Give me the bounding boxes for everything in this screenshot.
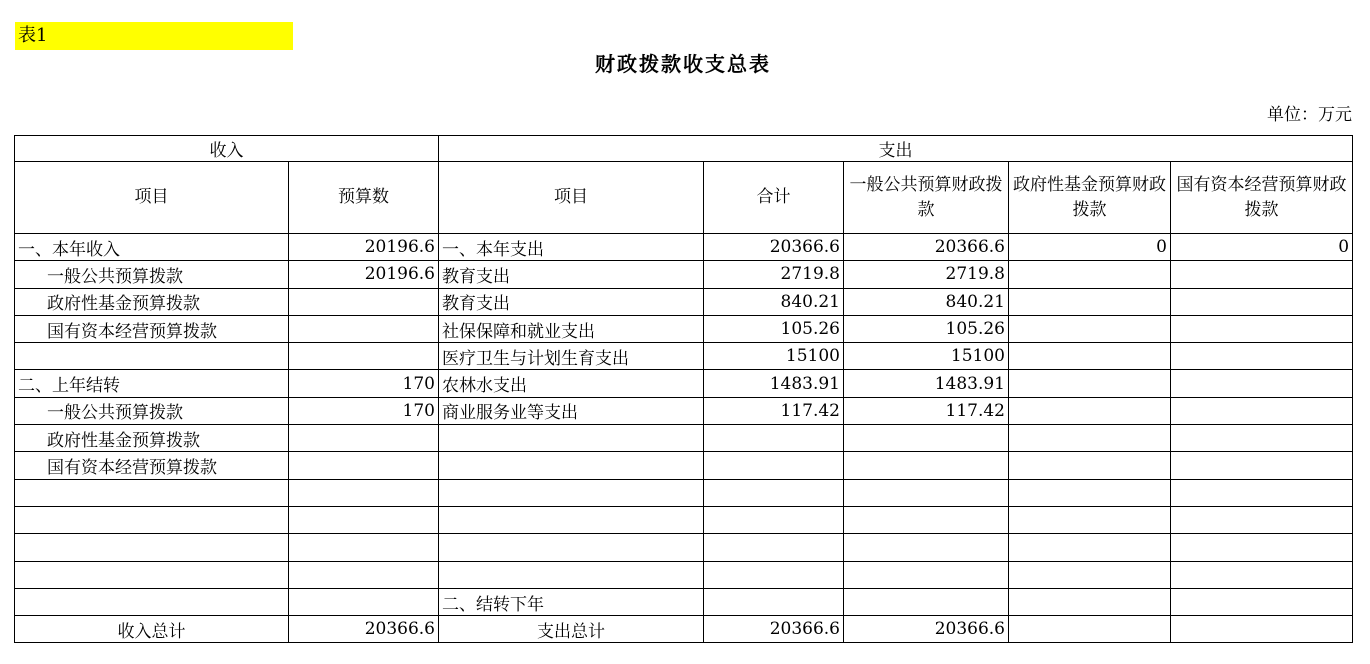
expense-item-cell: 教育支出 — [439, 261, 704, 288]
col-header-expense-item: 项目 — [439, 162, 704, 234]
income-item-cell — [15, 588, 289, 615]
table-row — [15, 561, 1353, 588]
state-capital-cell — [1171, 261, 1353, 288]
general-budget-cell — [844, 506, 1009, 533]
table-row — [15, 315, 1353, 342]
general-budget-cell: 840.21 — [844, 288, 1009, 315]
col-header-budget: 预算数 — [289, 162, 439, 234]
table-row — [15, 506, 1353, 533]
state-capital-cell — [1171, 343, 1353, 370]
income-group-header: 收入 — [15, 136, 439, 162]
general-budget-cell — [844, 479, 1009, 506]
income-item-cell — [15, 479, 289, 506]
total-cell: 15100 — [704, 343, 844, 370]
gov-fund-cell — [1009, 506, 1171, 533]
totals-row — [15, 616, 1353, 643]
total-cell — [704, 425, 844, 452]
income-item-cell — [15, 343, 289, 370]
state-capital-cell — [1171, 370, 1353, 397]
state-capital-cell — [1171, 479, 1353, 506]
table-row — [15, 588, 1353, 615]
expense-item-cell — [439, 425, 704, 452]
expense-item-cell: 二、结转下年 — [439, 588, 704, 615]
gov-fund-cell — [1009, 452, 1171, 479]
budget-cell — [289, 452, 439, 479]
col-header-gov-fund: 政府性基金预算财政拨款 — [1009, 162, 1171, 234]
general-budget-cell — [844, 534, 1009, 561]
total-cell: 840.21 — [704, 288, 844, 315]
table-row — [15, 425, 1353, 452]
total-cell — [704, 534, 844, 561]
state-capital-cell — [1171, 534, 1353, 561]
budget-cell — [289, 561, 439, 588]
column-header-row — [15, 162, 1353, 234]
sheet-label: 表1 — [15, 22, 293, 50]
unit-note: 单位：万元 — [1267, 105, 1352, 125]
budget-cell — [289, 343, 439, 370]
total-cell: 105.26 — [704, 315, 844, 342]
gov-fund-cell — [1009, 588, 1171, 615]
budget-cell — [289, 288, 439, 315]
group-header-row — [15, 136, 1353, 162]
expense-item-cell: 商业服务业等支出 — [439, 397, 704, 424]
table-row — [15, 370, 1353, 397]
general-budget-cell: 20366.6 — [844, 234, 1009, 261]
general-budget-cell: 20366.6 — [844, 616, 1009, 643]
income-item-cell — [15, 561, 289, 588]
state-capital-cell — [1171, 397, 1353, 424]
expense-group-header: 支出 — [439, 136, 1353, 162]
budget-cell — [289, 315, 439, 342]
table-row — [15, 397, 1353, 424]
state-capital-cell — [1171, 425, 1353, 452]
expense-item-cell: 医疗卫生与计划生育支出 — [439, 343, 704, 370]
gov-fund-cell: 0 — [1009, 234, 1171, 261]
total-cell — [704, 479, 844, 506]
general-budget-cell — [844, 561, 1009, 588]
state-capital-cell — [1171, 452, 1353, 479]
table-row — [15, 452, 1353, 479]
gov-fund-cell — [1009, 261, 1171, 288]
gov-fund-cell — [1009, 397, 1171, 424]
budget-cell — [289, 588, 439, 615]
general-budget-cell: 117.42 — [844, 397, 1009, 424]
total-cell: 117.42 — [704, 397, 844, 424]
budget-cell — [289, 534, 439, 561]
expense-item-cell: 一、本年支出 — [439, 234, 704, 261]
budget-cell: 170 — [289, 397, 439, 424]
income-item-cell: 政府性基金预算拨款 — [15, 425, 289, 452]
gov-fund-cell — [1009, 370, 1171, 397]
expense-item-cell: 教育支出 — [439, 288, 704, 315]
income-item-cell: 一般公共预算拨款 — [15, 261, 289, 288]
general-budget-cell — [844, 425, 1009, 452]
page-title: 财政拨款收支总表 — [595, 52, 771, 76]
gov-fund-cell — [1009, 315, 1171, 342]
col-header-income-item: 项目 — [15, 162, 289, 234]
general-budget-cell: 15100 — [844, 343, 1009, 370]
expense-item-cell — [439, 506, 704, 533]
budget-cell: 20196.6 — [289, 234, 439, 261]
col-header-total: 合计 — [704, 162, 844, 234]
income-item-cell: 一、本年收入 — [15, 234, 289, 261]
gov-fund-cell — [1009, 534, 1171, 561]
income-item-cell: 二、上年结转 — [15, 370, 289, 397]
general-budget-cell — [844, 452, 1009, 479]
total-cell — [704, 561, 844, 588]
budget-cell: 20196.6 — [289, 261, 439, 288]
general-budget-cell: 2719.8 — [844, 261, 1009, 288]
col-header-general-budget: 一般公共预算财政拨款 — [844, 162, 1009, 234]
general-budget-cell — [844, 588, 1009, 615]
gov-fund-cell — [1009, 561, 1171, 588]
expense-item-cell — [439, 479, 704, 506]
budget-table — [14, 135, 1353, 643]
income-total-label-cell: 收入总计 — [15, 616, 289, 643]
expense-item-cell — [439, 534, 704, 561]
budget-cell — [289, 479, 439, 506]
total-cell: 1483.91 — [704, 370, 844, 397]
expense-total-label-cell: 支出总计 — [439, 616, 704, 643]
table-row — [15, 479, 1353, 506]
gov-fund-cell — [1009, 343, 1171, 370]
income-item-cell — [15, 534, 289, 561]
table-row — [15, 234, 1353, 261]
total-cell — [704, 452, 844, 479]
state-capital-cell: 0 — [1171, 234, 1353, 261]
state-capital-cell — [1171, 616, 1353, 643]
expense-item-cell: 社保保障和就业支出 — [439, 315, 704, 342]
income-item-cell: 一般公共预算拨款 — [15, 397, 289, 424]
total-cell — [704, 588, 844, 615]
state-capital-cell — [1171, 561, 1353, 588]
state-capital-cell — [1171, 506, 1353, 533]
expense-item-cell — [439, 452, 704, 479]
income-item-cell: 政府性基金预算拨款 — [15, 288, 289, 315]
table-row — [15, 261, 1353, 288]
gov-fund-cell — [1009, 288, 1171, 315]
state-capital-cell — [1171, 315, 1353, 342]
gov-fund-cell — [1009, 616, 1171, 643]
general-budget-cell: 105.26 — [844, 315, 1009, 342]
income-item-cell — [15, 506, 289, 533]
budget-cell — [289, 425, 439, 452]
total-cell: 20366.6 — [704, 234, 844, 261]
table-row — [15, 343, 1353, 370]
general-budget-cell: 1483.91 — [844, 370, 1009, 397]
budget-cell — [289, 506, 439, 533]
expense-item-cell: 农林水支出 — [439, 370, 704, 397]
state-capital-cell — [1171, 588, 1353, 615]
total-cell — [704, 506, 844, 533]
gov-fund-cell — [1009, 479, 1171, 506]
col-header-state-capital: 国有资本经营预算财政拨款 — [1171, 162, 1353, 234]
state-capital-cell — [1171, 288, 1353, 315]
budget-cell: 170 — [289, 370, 439, 397]
total-cell: 20366.6 — [704, 616, 844, 643]
income-item-cell: 国有资本经营预算拨款 — [15, 452, 289, 479]
gov-fund-cell — [1009, 425, 1171, 452]
table-row — [15, 288, 1353, 315]
income-item-cell: 国有资本经营预算拨款 — [15, 315, 289, 342]
table-row — [15, 534, 1353, 561]
total-cell: 2719.8 — [704, 261, 844, 288]
expense-item-cell — [439, 561, 704, 588]
budget-cell: 20366.6 — [289, 616, 439, 643]
